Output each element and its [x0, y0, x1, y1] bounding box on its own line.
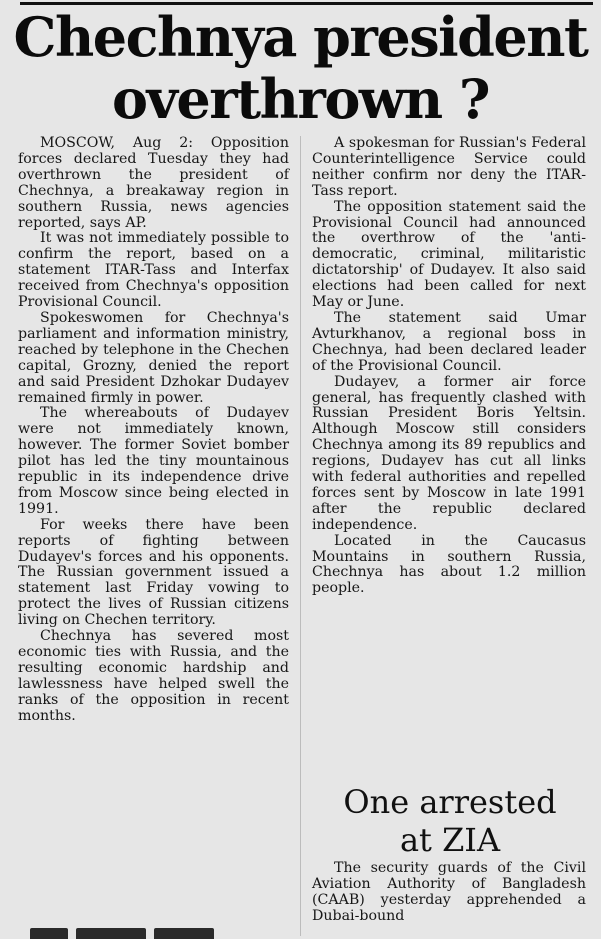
- second-headline-line-1: One arrested: [343, 783, 557, 821]
- headline-line-2: overthrown ?: [111, 67, 490, 131]
- paragraph: The opposition statement said the Provisional Council had announced the overthrow of the 'anti-democratic, criminal, militaristic dictatorship' of Dudayev. It also said elections had been called for next May or June.: [312, 198, 586, 311]
- second-article-body: [312, 861, 586, 925]
- column-divider: [300, 136, 301, 936]
- headline: [0, 6, 601, 130]
- paragraph: Dudayev, a former air force general, has frequently clashed with Russian President Boris Yeltsin. Although Moscow still considers Chechnya among its 89 republics and regions, Dudayev has cut all links with federal authorities and repelled forces sent by Moscow in late 1991 after the republic declared independence.: [312, 373, 586, 533]
- paragraph: The whereabouts of Dudayev were not immediately known, however. The former Soviet bomber pilot has led the tiny mountainous republic in its independence drive from Moscow since being elected in 1991.: [18, 405, 289, 517]
- paragraph: Located in the Caucasus Mountains in southern Russia, Chechnya has about 1.2 million people.: [312, 532, 586, 597]
- paragraph: MOSCOW, Aug 2: Opposition forces declared Tuesday they had overthrown the president of Chechnya, a breakaway region in southern Russia, news agencies reported, says AP.: [18, 135, 289, 231]
- headline-line-1: Chechnya president: [13, 5, 588, 69]
- cropped-headline-fragment: [30, 928, 260, 939]
- left-column: [18, 136, 289, 725]
- paragraph: For weeks there have been reports of fighting between Dudayev's forces and his opponents. The Russian government issued a statement last Friday vowing to protect the lives of Russian citizens living on Chechen territory.: [18, 516, 289, 629]
- paragraph: Chechnya has severed most economic ties with Russia, and the resulting economic hardship and lawlessness have helped swell the ranks of the opposition in recent months.: [18, 628, 289, 724]
- paragraph: Spokeswomen for Chechnya's parliament and information ministry, reached by telephone in the Chechen capital, Grozny, denied the report and said President Dzhokar Dudayev remained firmly in power.: [18, 309, 289, 406]
- right-column: [312, 136, 586, 597]
- cropped-text-fragment: [76, 928, 146, 939]
- paragraph: It was not immediately possible to confirm the report, based on a statement ITAR-Tass and Interfax received from Chechnya's opposition Provisional Council.: [18, 230, 289, 311]
- paragraph: A spokesman for Russian's Federal Counterintelligence Service could neither confirm nor deny the ITAR-Tass report.: [312, 135, 586, 199]
- paragraph: The security guards of the Civil Aviation Authority of Bangladesh (CAAB) yesterday apprehended a Dubai-bound: [312, 860, 586, 924]
- cropped-text-fragment: [154, 928, 214, 939]
- paragraph: The statement said Umar Avturkhanov, a regional boss in Chechnya, had been declared leader of the Provisional Council.: [312, 309, 586, 374]
- second-headline: [330, 783, 570, 859]
- second-headline-line-2: at ZIA: [399, 821, 501, 859]
- cropped-text-fragment: [30, 928, 68, 939]
